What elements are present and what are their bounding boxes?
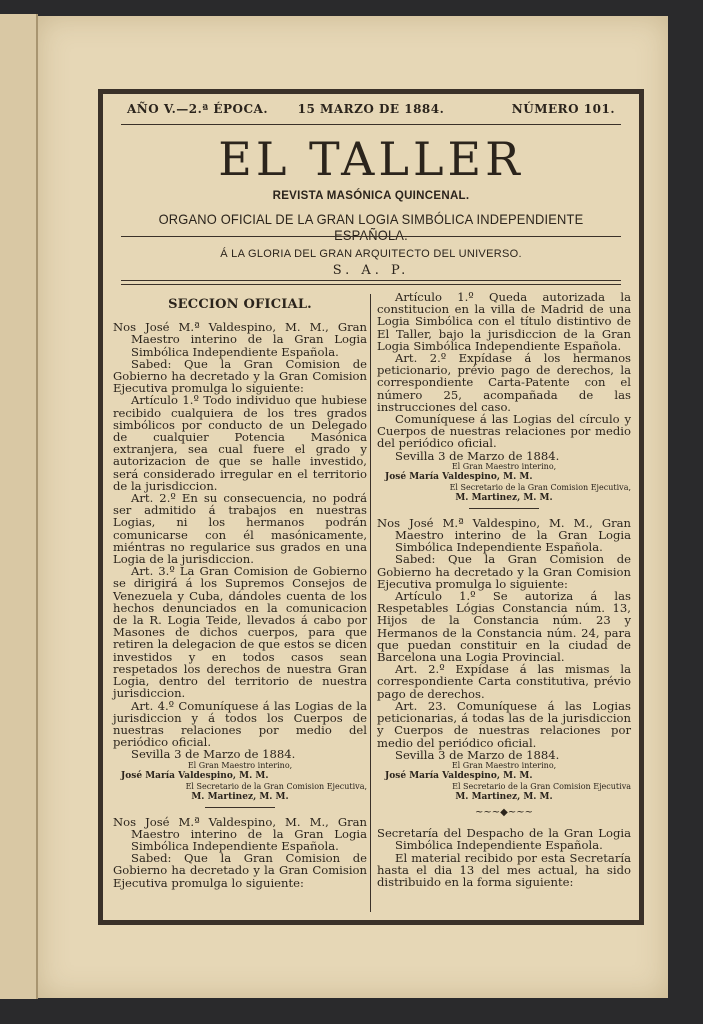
decree-3-sabed: Sabed: Que la Gran Comision de Gobierno ha decretado y la Gran Comision Ejecutiva promulga lo siguiente: (113, 851, 367, 890)
masthead-rule (121, 236, 621, 237)
decree-4-secretary-name: M. Martinez, M. M. (455, 791, 553, 802)
newspaper-title: EL TALLER (218, 132, 524, 186)
masthead-bottom-rule-2 (121, 284, 621, 285)
decree-4-signature-title: El Gran Maestro interino, (451, 760, 557, 770)
decree-1-signature-title: El Gran Maestro interino, (187, 760, 293, 770)
decree-4-secretary-title: El Secretario de la Gran Comision Ejecutiva (452, 781, 631, 791)
section-title: SECCION OFICIAL. (168, 297, 312, 312)
column-divider (370, 294, 371, 912)
decree-1-intro: Nos José M.ª Valdespino, M. M., Gran Maestro interino de la Gran Logia Simbólica Independiente Española. (113, 320, 367, 359)
decree-1-place-date: Sevilla 3 de Marzo de 1884. (131, 747, 296, 762)
decree-2-secretary-title: El Secretario de la Gran Comision Ejecutiva, (449, 482, 631, 492)
secretaria-body: El material recibido por esta Secretaría hasta el dia 13 del mes actual, ha sido distribuido en la forma siguiente: (377, 850, 631, 889)
decree-3-intro: Nos José M.ª Valdespino, M. M., Gran Maestro interino de la Gran Logia Simbólica Independiente Española. (113, 814, 367, 853)
newspaper-subtitle: REVISTA MASÓNICA QUINCENAL. (272, 190, 470, 202)
header-rule (121, 124, 621, 125)
issue-label: AÑO V.—2.ª ÉPOCA. (127, 102, 269, 116)
decree-4-article-23: Art. 23. Comuníquese á las Logias peticionarias, á todas las de la jurisdiccion y Cuerpos de nuestras relaciones por medio del periódico oficial. (377, 698, 631, 750)
decree-1-signature-name: José María Valdespino, M. M. (121, 770, 269, 781)
decree-4-place-date: Sevilla 3 de Marzo de 1884. (395, 747, 560, 762)
decree-2-communication: Comuníquese á las Logias del círculo y Cuerpos de nuestras relaciones por medio del periódico oficial. (377, 412, 631, 451)
decree-1-secretary-name: M. Martinez, M. M. (191, 791, 289, 802)
issue-date: 15 MARZO DE 1884. (297, 102, 445, 116)
decree-2-place-date: Sevilla 3 de Marzo de 1884. (395, 448, 560, 463)
organ-statement: ORGANO OFICIAL DE LA GRAN LOGIA SIMBÓLICA INDEPENDIENTE ESPAÑOLA. (158, 211, 584, 243)
decree-4-sabed: Sabed: Que la Gran Comision de Gobierno ha decretado y la Gran Comision Ejecutiva promulga lo siguiente: (377, 552, 631, 591)
decree-4-article-2: Art. 2.º Expídase á las mismas la correspondiente Carta constitutiva, prévio pago de derechos. (377, 662, 631, 701)
fleuron-ornament: ~~~◆~~~ (475, 806, 533, 818)
issue-number: NÚMERO 101. (511, 102, 615, 116)
newspaper-page (38, 16, 668, 998)
dedication-line: Á LA GLORIA DEL GRAN ARQUITECTO DEL UNIVERSO. (220, 248, 522, 260)
decree-1-article-3: Art. 3.º La Gran Comision de Gobierno se dirigirá á los Supremos Consejos de Venezuela y Cuba, dándoles cuenta de los hechos denunciados en la comunicacion de la R. Logia Teide, llevados á cabo por Masones de dichos cuerpos, para que retiren la delegacion de que estos se dicen investidos y en todos casos sean respetados los derechos de nuestra Gran Logia, dentro del territorio de nuestra jurisdiccion. (113, 564, 367, 701)
decree-2-secretary-name: M. Martinez, M. M. (455, 492, 553, 503)
separator-rule (205, 807, 275, 808)
decree-4-signature-name: José María Valdespino, M. M. (385, 770, 533, 781)
masthead-info-row (127, 102, 615, 120)
masthead-bottom-rule (121, 280, 621, 281)
decree-1-secretary-title: El Secretario de la Gran Comision Ejecutiva, (185, 781, 367, 791)
decree-4-intro: Nos José M.ª Valdespino, M. M., Gran Maestro interino de la Gran Logia Simbólica Independiente Española. (377, 515, 631, 555)
right-column (377, 291, 631, 888)
sap-line: S. A. P. (332, 263, 410, 278)
decree-2-article-1: Artículo 1.º Queda autorizada la constitucion en la villa de Madrid de una Logia Simbólica con el título distintivo de El Taller, bajo la jurisdiccion de la Gran Logia Simbólica Independiente Española. (377, 290, 631, 353)
secretaria-intro: Secretaría del Despacho de la Gran Logia Simbólica Independiente Española. (377, 826, 631, 853)
decree-2-signature-title: El Gran Maestro interino, (451, 461, 557, 471)
left-column (113, 291, 367, 889)
decree-2-article-2: Art. 2.º Expídase á los hermanos peticionario, prévio pago de derechos, la correspondiente Carta-Patente con el número 25, acompañada de las instrucciones del caso. (377, 351, 631, 414)
page-frame (98, 89, 644, 925)
decree-1-sabed: Sabed: Que la Gran Comision de Gobierno ha decretado y la Gran Comision Ejecutiva promulga lo siguiente: (113, 356, 367, 396)
decree-1-article-4: Art. 4.º Comuníquese á las Logias de la jurisdiccion y á todos los Cuerpos de nuestras relaciones por medio del periódico oficial. (113, 698, 367, 750)
decree-4-article-1: Artículo 1.º Se autoriza á las Respetables Lógias Constancia núm. 13, Hijos de la Constancia núm. 23 y Hermanos de la Constancia núm. 24, para que puedan constituir en la ciudad de Barcelona una Logia Provincial. (377, 589, 631, 665)
separator-rule (469, 508, 539, 509)
adjacent-page-edge (0, 14, 38, 999)
decree-1-article-1: Artículo 1.º Todo individuo que hubiese recibido cualquiera de los tres grados simbólicos por conducto de un Delegado de cualquier Potencia Masónica extranjera, sea cual fuere el grado y autorizacion de que se halle investido, será considerado irregular en el territorio de la jurisdiccion. (113, 393, 367, 493)
decree-1-article-2: Art. 2.º En su consecuencia, no podrá ser admitido á trabajos en nuestras Logias, ni los hermanos podrán comunicarse con él masónicamente, miéntras no regularice sus grados en una Logia de la jurisdiccion. (113, 491, 367, 567)
decree-2-signature-name: José María Valdespino, M. M. (385, 471, 533, 482)
